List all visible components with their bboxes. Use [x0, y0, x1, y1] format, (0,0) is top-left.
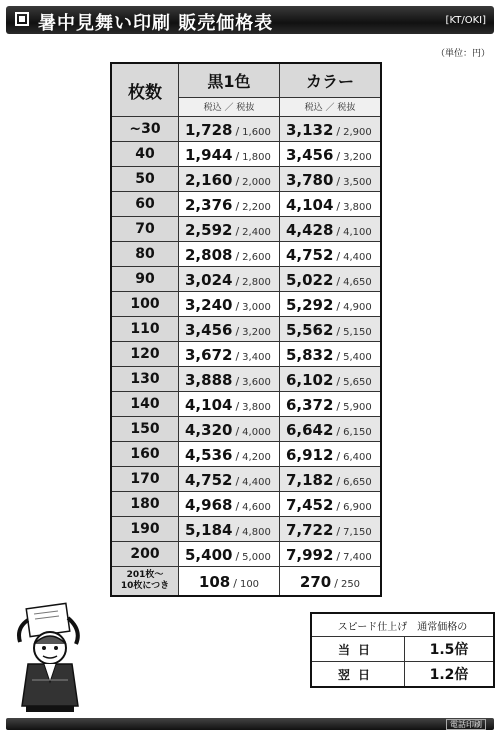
color-subheader: 税込 ／ 税抜 [279, 97, 381, 116]
quantity-cell: 60 [111, 192, 179, 217]
price-tax-excluded: 3,400 [242, 351, 271, 363]
quantity-line1: 201枚～ [126, 570, 164, 580]
price-separator: / [336, 524, 341, 538]
mono-price-cell [179, 117, 280, 142]
table-row [111, 117, 381, 142]
document-code: [KT/OKI] [445, 15, 486, 26]
mono-price-cell [179, 542, 280, 567]
price-tax-included: 5,292 [285, 295, 334, 314]
table-row [111, 342, 381, 367]
quantity-cell: 170 [111, 467, 179, 492]
price-tax-included: 5,832 [285, 345, 334, 364]
price-tax-included: 2,160 [185, 170, 233, 189]
quantity-cell: 150 [111, 417, 179, 442]
color-price-cell [279, 242, 381, 267]
price-tax-included: 3,888 [185, 370, 233, 389]
price-separator: / [235, 374, 240, 388]
price-tax-excluded: 6,150 [343, 426, 372, 438]
price-tax-included: 4,104 [185, 395, 233, 414]
price-tax-excluded: 4,100 [343, 226, 372, 238]
mono-price-cell [179, 417, 280, 442]
price-tax-excluded: 1,600 [242, 126, 271, 138]
price-tax-included: 2,376 [185, 195, 233, 214]
table-row [111, 442, 381, 467]
mono-price-cell [179, 392, 280, 417]
price-separator: / [235, 424, 240, 438]
speed-day: 当日 [311, 637, 405, 662]
mono-price-cell [179, 292, 280, 317]
price-tax-excluded: 5,650 [343, 376, 372, 388]
price-tax-excluded: 4,600 [242, 501, 271, 513]
price-tax-excluded: 5,000 [242, 551, 271, 563]
price-separator: / [336, 299, 341, 313]
table-row [111, 417, 381, 442]
price-separator: / [235, 324, 240, 338]
color-price-cell [279, 442, 381, 467]
table-row [111, 242, 381, 267]
price-tax-included: 4,428 [285, 220, 334, 239]
mono-price-cell [179, 242, 280, 267]
quantity-cell: 160 [111, 442, 179, 467]
speed-day: 翌日 [311, 662, 405, 688]
price-separator: / [235, 249, 240, 263]
price-tax-excluded: 4,000 [242, 426, 271, 438]
price-tax-excluded: 3,800 [343, 201, 372, 213]
price-tax-excluded: 3,500 [343, 176, 372, 188]
price-separator: / [235, 524, 240, 538]
mono-price-cell [179, 442, 280, 467]
quantity-cell-additional [111, 567, 179, 597]
color-price-cell [279, 392, 381, 417]
price-tax-included: 3,132 [285, 120, 334, 139]
quantity-cell: 130 [111, 367, 179, 392]
quantity-cell: 180 [111, 492, 179, 517]
price-tax-included: 7,722 [285, 520, 334, 539]
quantity-cell: 120 [111, 342, 179, 367]
square-bullet-icon [15, 12, 29, 26]
price-separator: / [334, 576, 338, 590]
speed-rate: 1.5倍 [405, 637, 495, 662]
quantity-cell: ~30 [111, 117, 179, 142]
color-price-cell [279, 517, 381, 542]
quantity-cell: 110 [111, 317, 179, 342]
price-separator: / [336, 499, 341, 513]
price-separator: / [336, 424, 341, 438]
table-row [111, 267, 381, 292]
price-tax-excluded: 100 [239, 578, 260, 590]
page-title: 暑中見舞い印刷 販売価格表 [38, 13, 274, 34]
price-tax-excluded: 3,800 [242, 401, 271, 413]
table-row [111, 392, 381, 417]
price-tax-included: 1,944 [185, 145, 233, 164]
price-tax-included: 7,182 [285, 470, 334, 489]
price-tax-included: 4,752 [285, 245, 334, 264]
quantity-cell: 190 [111, 517, 179, 542]
price-tax-excluded: 3,200 [343, 151, 372, 163]
price-tax-included: 7,992 [285, 545, 334, 564]
price-separator: / [235, 499, 240, 513]
color-price-cell [279, 217, 381, 242]
price-tax-excluded: 1,800 [242, 151, 271, 163]
table-row [111, 517, 381, 542]
price-separator: / [235, 399, 240, 413]
price-separator: / [235, 199, 240, 213]
price-tax-excluded: 7,400 [343, 551, 372, 563]
table-row [111, 192, 381, 217]
price-tax-included: 3,672 [185, 345, 233, 364]
price-tax-included: 3,024 [185, 270, 233, 289]
price-separator: / [336, 149, 341, 163]
price-tax-included: 6,102 [285, 370, 334, 389]
price-tax-excluded: 5,150 [343, 326, 372, 338]
table-row [111, 367, 381, 392]
color-price-cell [279, 267, 381, 292]
price-tax-included: 3,456 [185, 320, 233, 339]
mono-price-cell [179, 167, 280, 192]
speed-row [311, 662, 494, 688]
price-tax-included: 2,808 [185, 245, 233, 264]
price-tax-excluded: 3,200 [242, 326, 271, 338]
mono-price-cell [179, 367, 280, 392]
price-separator: / [336, 349, 341, 363]
price-tax-excluded: 5,900 [343, 401, 372, 413]
price-separator: / [336, 474, 341, 488]
quantity-line2: 10枚につき [120, 581, 170, 591]
table-row [111, 142, 381, 167]
price-separator: / [336, 449, 341, 463]
speed-table [310, 612, 495, 688]
price-tax-excluded: 3,000 [242, 301, 271, 313]
price-separator: / [336, 549, 341, 563]
price-tax-excluded: 2,600 [242, 251, 271, 263]
price-separator: / [336, 249, 341, 263]
color-price-cell [279, 167, 381, 192]
printer-mascot-icon [6, 602, 96, 714]
price-tax-excluded: 7,150 [343, 526, 372, 538]
mono-price-cell [179, 217, 280, 242]
price-tax-excluded: 6,400 [343, 451, 372, 463]
price-tax-excluded: 6,650 [343, 476, 372, 488]
price-tax-included: 4,536 [185, 445, 233, 464]
price-separator: / [233, 576, 237, 590]
price-separator: / [235, 124, 240, 138]
color-price-cell [279, 342, 381, 367]
quantity-cell: 80 [111, 242, 179, 267]
price-separator: / [235, 174, 240, 188]
price-separator: / [235, 299, 240, 313]
color-price-cell [279, 142, 381, 167]
speed-header: スピード仕上げ 通常価格の [311, 613, 494, 637]
price-tax-included: 4,320 [185, 420, 233, 439]
table-row [111, 317, 381, 342]
price-tax-included: 6,912 [285, 445, 334, 464]
color-price-cell [279, 367, 381, 392]
color-price-cell [279, 292, 381, 317]
page-footer [6, 718, 494, 730]
color-price-cell [279, 117, 381, 142]
price-tax-excluded: 4,400 [242, 476, 271, 488]
quantity-cell: 50 [111, 167, 179, 192]
quantity-cell: 140 [111, 392, 179, 417]
mono-price-cell [179, 342, 280, 367]
price-tax-excluded: 5,400 [343, 351, 372, 363]
unit-note: （単位：円） [435, 49, 490, 59]
price-tax-excluded: 4,650 [343, 276, 372, 288]
price-tax-included: 3,780 [285, 170, 334, 189]
price-separator: / [235, 474, 240, 488]
price-tax-included: 1,728 [185, 120, 233, 139]
mono-price-cell [179, 142, 280, 167]
price-tax-excluded: 4,200 [242, 451, 271, 463]
price-tax-excluded: 2,000 [242, 176, 271, 188]
color-price-cell [279, 317, 381, 342]
price-separator: / [235, 349, 240, 363]
price-tax-excluded: 2,800 [242, 276, 271, 288]
price-table [110, 62, 382, 597]
quantity-cell: 70 [111, 217, 179, 242]
price-separator: / [336, 174, 341, 188]
price-tax-included: 270 [299, 572, 332, 591]
price-tax-excluded: 4,800 [242, 526, 271, 538]
mono-price-cell [179, 317, 280, 342]
table-row [111, 167, 381, 192]
table-row [111, 467, 381, 492]
price-tax-included: 6,372 [285, 395, 334, 414]
price-tax-included: 3,240 [185, 295, 233, 314]
quantity-cell: 100 [111, 292, 179, 317]
price-separator: / [336, 124, 341, 138]
price-separator: / [235, 449, 240, 463]
price-separator: / [235, 224, 240, 238]
price-tax-included: 4,104 [285, 195, 334, 214]
price-tax-excluded: 250 [340, 578, 361, 590]
mono-price-cell [179, 492, 280, 517]
price-tax-included: 5,184 [185, 520, 233, 539]
price-tax-included: 5,562 [285, 320, 334, 339]
price-separator: / [336, 324, 341, 338]
color-price-cell [279, 467, 381, 492]
price-tax-included: 4,752 [185, 470, 233, 489]
price-tax-excluded: 2,900 [343, 126, 372, 138]
speed-rate: 1.2倍 [405, 662, 495, 688]
price-tax-excluded: 2,200 [242, 201, 271, 213]
table-row [111, 292, 381, 317]
price-tax-excluded: 3,600 [242, 376, 271, 388]
mono-price-cell [179, 467, 280, 492]
page-header [6, 6, 494, 34]
price-tax-included: 4,968 [185, 495, 233, 514]
mono-subheader: 税込 ／ 税抜 [179, 97, 280, 116]
speed-row [311, 637, 494, 662]
price-tax-excluded: 6,900 [343, 501, 372, 513]
price-separator: / [235, 149, 240, 163]
quantity-cell: 90 [111, 267, 179, 292]
mono-price-cell [179, 192, 280, 217]
quantity-cell: 40 [111, 142, 179, 167]
color-price-cell [279, 542, 381, 567]
table-row [111, 217, 381, 242]
price-separator: / [336, 374, 341, 388]
mono-header: 黒1色 [179, 63, 280, 97]
price-tax-included: 5,400 [185, 545, 233, 564]
price-separator: / [336, 399, 341, 413]
mono-price-cell [179, 567, 280, 597]
price-separator: / [336, 224, 341, 238]
price-tax-included: 108 [198, 572, 231, 591]
footer-logo: 電話印刷 [446, 719, 486, 730]
price-separator: / [336, 274, 341, 288]
price-table-body [111, 117, 381, 597]
quantity-cell: 200 [111, 542, 179, 567]
price-tax-included: 2,592 [185, 220, 233, 239]
table-row [111, 542, 381, 567]
price-tax-included: 6,642 [285, 420, 334, 439]
price-tax-excluded: 4,400 [343, 251, 372, 263]
quantity-header: 枚数 [111, 63, 179, 117]
price-separator: / [235, 549, 240, 563]
color-header: カラー [279, 63, 381, 97]
table-row [111, 492, 381, 517]
color-price-cell [279, 492, 381, 517]
price-tax-excluded: 4,900 [343, 301, 372, 313]
mono-price-cell [179, 267, 280, 292]
price-separator: / [336, 199, 341, 213]
table-row-additional [111, 567, 381, 597]
price-tax-included: 7,452 [285, 495, 334, 514]
price-tax-included: 3,456 [285, 145, 334, 164]
color-price-cell [279, 192, 381, 217]
color-price-cell [279, 567, 381, 597]
mono-price-cell [179, 517, 280, 542]
price-tax-excluded: 2,400 [242, 226, 271, 238]
price-separator: / [235, 274, 240, 288]
price-tax-included: 5,022 [285, 270, 334, 289]
color-price-cell [279, 417, 381, 442]
